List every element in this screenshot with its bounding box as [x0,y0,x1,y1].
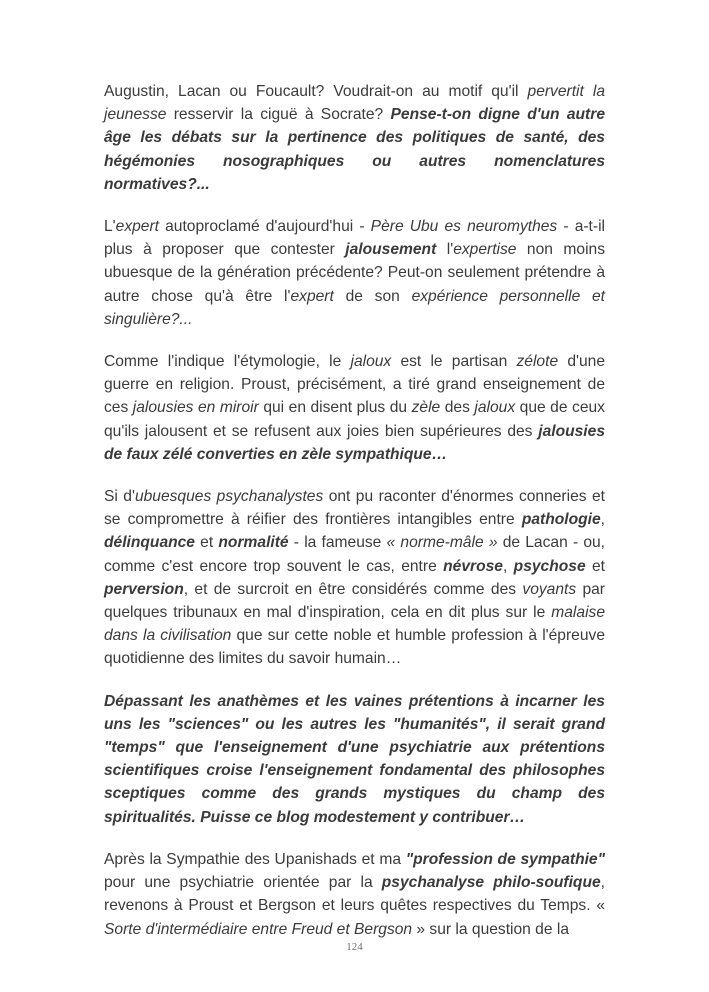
text-run: pour une psychiatrie orientée par la [104,874,382,892]
bold-italic-run: pathologie [521,511,601,529]
bold-italic-run: névrose [443,557,503,575]
italic-run: ubuesques psychanalystes [134,488,324,506]
italic-run: zèle [411,399,441,417]
italic-run: expert [115,218,159,236]
italic-run: zélote [516,353,559,371]
text-run: » sur la question de la [412,920,569,938]
text-run: est le partisan [391,353,517,371]
bold-italic-run: perversion [104,580,184,598]
text-run: Après la Sympathie des Upanishads et ma [104,850,406,868]
text-run: l' [436,241,454,259]
italic-run: jalousies en miroir [132,399,259,417]
text-run: que sur cette noble et humble profession à l'épreuve quotidienne des limites du savoir humain… [104,627,605,668]
page-number: 124 [346,941,363,953]
bold-italic-run: jalousement [345,241,437,259]
text-run: des [440,399,475,417]
bold-italic-run: Pense-t-on digne d'un autre âge les débats sur la pertinence des politiques de santé, des hégémonies nosographiques ou autres nomenclatures normatives?... [104,106,605,193]
text-run: autoproclamé d'aujourd'hui - [159,218,371,236]
paragraph-4 [104,485,605,671]
text-run: Augustin, Lacan ou Foucault? Voudrait-on au motif qu'il [104,83,528,100]
text-run: d'une guerre en religion. Proust, précisément, a tiré grand enseignement de ces [104,353,606,417]
bold-italic-run: psychanalyse philo-soufique [381,874,601,892]
text-run: et [194,534,219,552]
italic-run: expertise [453,241,517,259]
bold-italic-run: normalité [218,534,289,552]
text-run: Si d' [104,488,135,506]
paragraph-2 [104,215,605,331]
text-run: - la fameuse [288,534,387,552]
italic-run: Père Ubu es neuromythes [370,218,558,236]
text-run: , [502,557,514,575]
italic-run: Sorte d'intermédiaire entre Freud et Bergson [104,920,413,938]
text-run: non moins ubuesque de la génération précédente? Peut-on seulement prétendre à autre chose qu'à être l' [104,241,605,305]
text-run: qui en disent plus du [258,399,412,417]
text-run: et [585,557,606,575]
text-run: Comme l'indique l'étymologie, le [104,353,351,371]
document-page [104,80,605,941]
italic-run: malaise dans la civilisation [104,604,605,645]
text-run: - a-t-il plus à proposer que contester [104,218,606,259]
italic-run: jaloux [350,353,392,371]
paragraph-3 [104,350,605,466]
bold-italic-run: jalousies de faux zélé converties en zèle sympathique… [104,422,605,463]
paragraph-6 [104,848,605,941]
text-run: , et de surcroit en être considérés comme des [183,580,523,598]
italic-run: « norme-mâle » [386,534,498,552]
paragraph-5 [104,690,605,829]
italic-run: expérience personnelle et singulière [104,287,606,328]
italic-run: voyants [522,580,577,598]
text-run: ont pu raconter d'énormes conneries et se compromettre à réifier des frontières intangibles entre [104,488,605,529]
text-run: de Lacan - ou, comme c'est encore trop souvent le cas, entre [104,534,606,575]
bold-italic-run: délinquance [104,534,195,552]
paragraph-1 [104,80,605,196]
italic-run: pervertit la jeunesse [104,83,605,124]
text-run: resservir la ciguë à Socrate? [166,106,391,124]
italic-run: expert [290,287,334,305]
bold-italic-run: Dépassant les anathèmes et les vaines prétentions à incarner les uns les "sciences" ou les autres les "humanités", il serait grand "temps" que l'enseignement d'une psychiatrie aux prétentions scientifiques croise l'enseignement fondamental des philosophes sceptiques comme des grands mystiques du champ des spiritualités. Puisse ce blog modestement y contribuer… [104,692,605,826]
text-run: , [600,511,605,529]
text-run: de son [333,287,412,305]
text-run: L' [104,218,116,236]
bold-italic-run: psychose [513,557,586,575]
italic-run: ?... [170,310,193,328]
text-run: que de ceux qu'ils jalousent et se refusent aux joies bien supérieures des [104,399,605,440]
text-run: par quelques tribunaux en mal d'inspiration, cela en dit plus sur le [104,580,606,622]
bold-italic-run: "profession de sympathie" [405,850,605,868]
text-run: , revenons à Proust et Bergson et leurs quêtes respectives du Temps. « [104,874,605,915]
italic-run: jaloux [474,399,516,417]
